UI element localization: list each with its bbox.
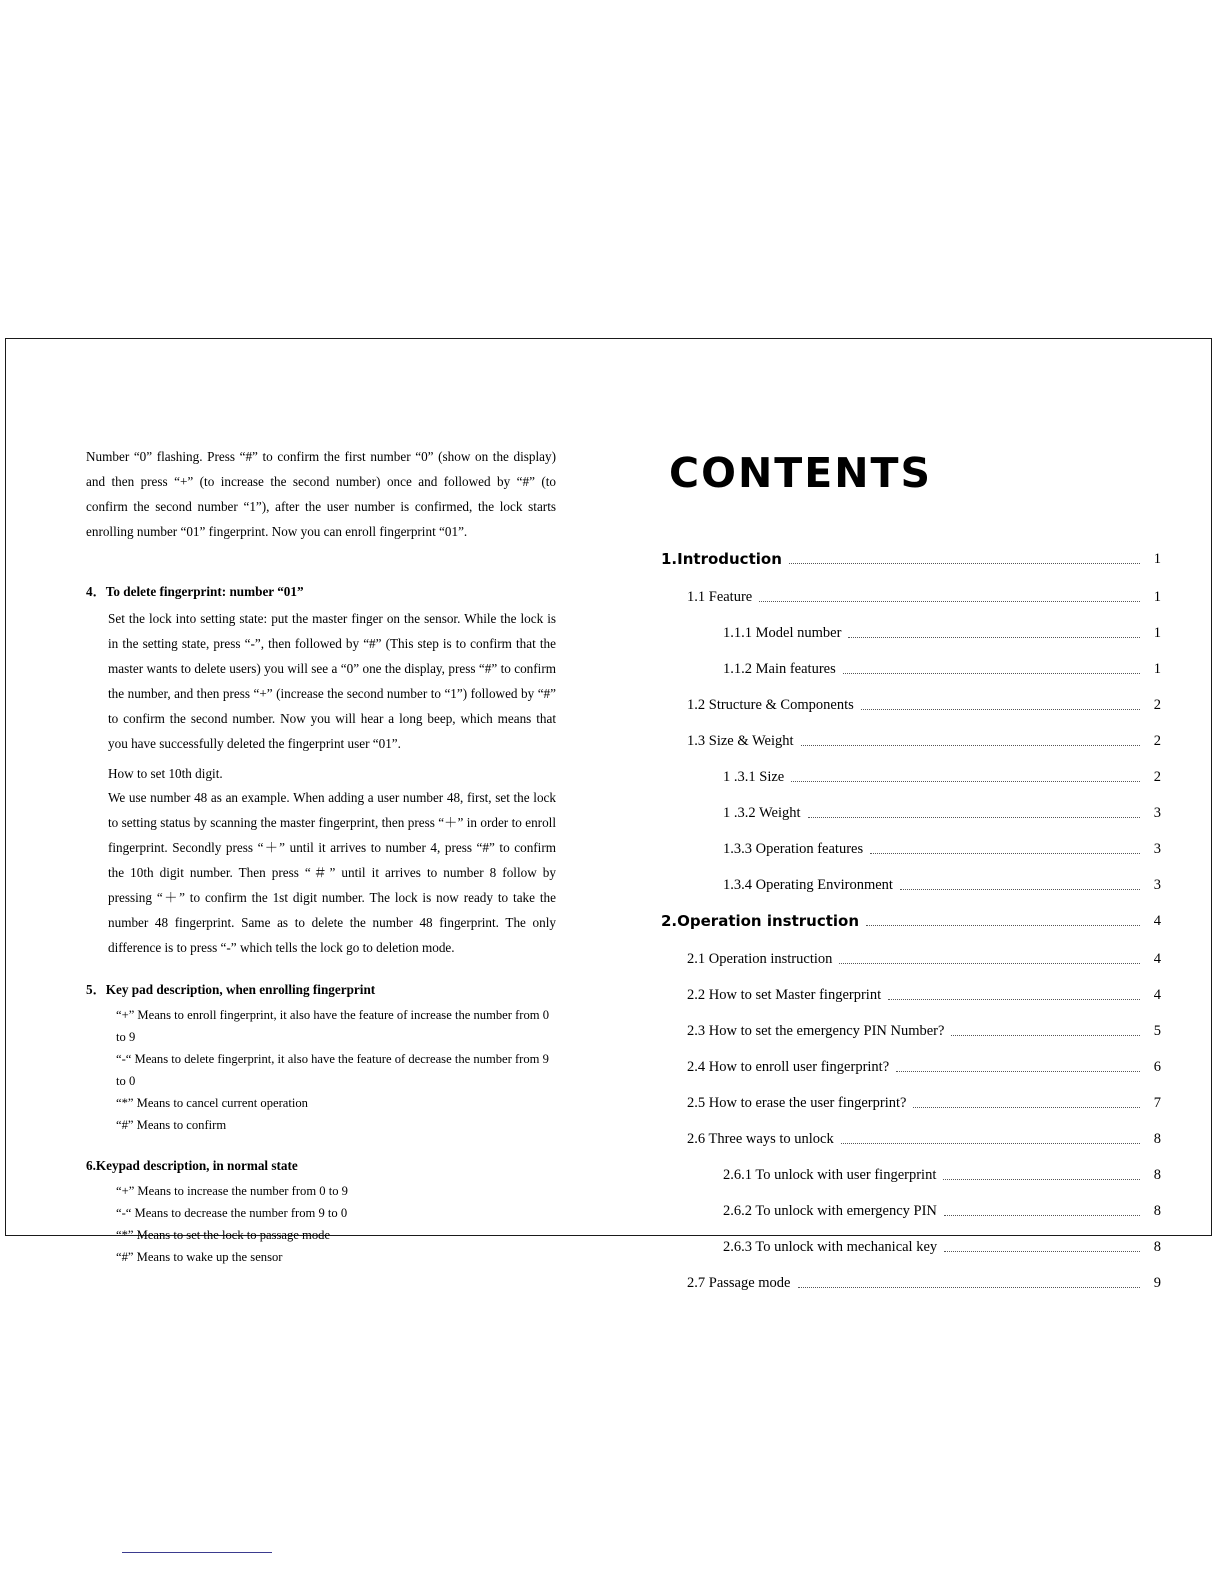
toc-leader [843,673,1140,674]
toc-label: 1.2 Structure & Components [687,697,854,713]
contents-title: CONTENTS [669,449,933,497]
toc-entry[interactable] [661,623,1161,643]
toc-leader [896,1071,1140,1072]
toc-leader [841,1143,1140,1144]
toc-leader [808,817,1140,818]
toc-leader [848,637,1140,638]
toc-page: 2 [1153,697,1161,713]
toc-label: 2.Operation instruction [661,912,860,930]
toc-page: 1 [1153,589,1161,605]
section-4-extra-line: How to set 10th digit. [108,766,223,781]
section-4-body-2: We use number 48 as an example. When adding a user number 48, first, set the lock to setting status by scanning the master fingerprint, then press “＋” in order to enroll fingerprint. Secondly press “＋” until it arrives to number 4, press “#” to confirm the 10th digit number. Then press “＃” until it arrives to number 8 follow by pressing “＋” to confirm the 1st digit number. The lock is now ready to take the number 48 fingerprint. Same as to delete the number 48 fingerprint. The only difference is to press “-” which tells the lock go to deletion mode. [108,790,556,955]
toc-page: 1 [1153,661,1161,677]
toc-leader [944,1215,1140,1216]
toc-entry[interactable] [661,803,1161,823]
section-4-body: Set the lock into setting state: put the master finger on the sensor. While the lock is in the setting state, press “-”, then followed by “#” (This step is to confirm that the master wants to delete users) you will see a “0” one the display, press “#” to confirm the number, and then press “+” (increase the second number to “1”) followed by “#” to confirm the second number. Now you will hear a long beep, which means that you have successfully deleted the fingerprint user “01”. [108,611,556,751]
toc-label: 1 .3.1 Size [723,769,785,785]
toc-label: 2.4 How to enroll user fingerprint? [687,1059,890,1075]
toc-leader [759,601,1140,602]
toc-entry[interactable] [661,839,1161,859]
toc-label: 2.2 How to set Master fingerprint [687,987,882,1003]
section-6-line-3: “*” Means to set the lock to passage mode [116,1228,331,1242]
toc-entry[interactable] [661,695,1161,715]
toc-entry[interactable] [661,875,1161,895]
toc-label: 2.3 How to set the emergency PIN Number? [687,1023,945,1039]
spacer [86,550,556,560]
toc-label: 1.3 Size & Weight [687,733,794,749]
toc-page: 3 [1153,805,1161,821]
toc-entry[interactable] [661,1129,1161,1149]
section-6-line-1: “+” Means to increase the number from 0 to 9 [116,1184,348,1198]
toc-leader [913,1107,1140,1108]
toc-leader [801,745,1141,746]
toc-leader [951,1035,1140,1036]
toc-leader [870,853,1140,854]
toc-entry[interactable] [661,985,1161,1005]
toc-label: 1.1 Feature [687,589,753,605]
toc-label: 1 .3.2 Weight [723,805,801,821]
toc-page: 1 [1153,551,1161,567]
toc-page: 2 [1153,769,1161,785]
toc-label: 1.1.2 Main features [723,661,836,677]
left-page-column [86,444,556,1268]
paragraph-enroll-intro: Number “0” flashing. Press “#” to confirm the first number “0” (show on the display) and then press “+” (to increase the second number) once and followed by “#” (to confirm the second number “1”), after the user number is confirmed, the lock starts enrolling number “01” fingerprint. Now you can enroll fingerprint “01”. [86,449,556,539]
toc-entry[interactable] [661,1201,1161,1221]
toc-entry[interactable] [661,1057,1161,1077]
toc-entry[interactable] [661,1021,1161,1041]
toc-page: 8 [1153,1203,1161,1219]
toc-leader [839,963,1140,964]
toc-page: 1 [1153,625,1161,641]
toc-page: 8 [1153,1167,1161,1183]
toc-entry[interactable] [661,659,1161,679]
toc-leader [789,563,1140,564]
toc-entry[interactable] [661,731,1161,751]
toc-entry[interactable] [661,587,1161,607]
toc-label: 2.6 Three ways to unlock [687,1131,834,1147]
toc-leader [944,1251,1140,1252]
toc-entry[interactable] [661,1093,1161,1113]
toc-page: 5 [1153,1023,1161,1039]
toc-label: 1.3.4 Operating Environment [723,877,893,893]
toc-page: 4 [1153,913,1161,929]
page-spread [6,339,1211,1291]
toc-page: 3 [1153,877,1161,893]
section-heading-5: 5．Key pad description, when enrolling fingerprint [86,982,376,997]
toc-label: 2.6.1 To unlock with user fingerprint [723,1167,937,1183]
toc-label: 2.6.3 To unlock with mechanical key [723,1239,938,1255]
right-page-column [661,449,1161,1309]
toc-label: 1.3.3 Operation features [723,841,864,857]
footer-divider [122,1552,272,1553]
toc-leader [798,1287,1141,1288]
toc-label: 2.5 How to erase the user fingerprint? [687,1095,907,1111]
section-5-line-2: “-“ Means to delete fingerprint, it also have the feature of decrease the number from 9 to 0 [116,1052,549,1088]
toc-label: 2.6.2 To unlock with emergency PIN [723,1203,937,1219]
section-5-line-3: “*” Means to cancel current operation [116,1096,308,1110]
toc-leader [900,889,1140,890]
toc-page: 6 [1153,1059,1161,1075]
toc-label: 1.Introduction [661,550,782,568]
toc-label: 1.1.1 Model number [723,625,842,641]
toc-label: 2.7 Passage mode [687,1275,791,1291]
section-5-line-4: “#” Means to confirm [116,1118,227,1132]
toc-label: 2.1 Operation instruction [687,951,833,967]
section-6-line-4: “#” Means to wake up the sensor [116,1250,283,1264]
toc-page: 4 [1153,951,1161,967]
toc-page: 9 [1153,1275,1161,1291]
toc-page: 3 [1153,841,1161,857]
table-of-contents [661,549,1161,1293]
toc-entry[interactable] [661,1273,1161,1293]
section-6-line-2: “-“ Means to decrease the number from 9 to 0 [116,1206,348,1220]
toc-page: 2 [1153,733,1161,749]
toc-page: 8 [1153,1131,1161,1147]
toc-entry[interactable] [661,549,1161,569]
toc-leader [866,925,1140,926]
document-page [5,338,1212,1291]
toc-entry[interactable] [661,767,1161,787]
toc-page: 4 [1153,987,1161,1003]
toc-page: 8 [1153,1239,1161,1255]
toc-entry[interactable] [661,1165,1161,1185]
toc-entry[interactable] [661,911,1161,931]
section-heading-6: 6.Keypad description, in normal state [86,1158,298,1173]
toc-page: 7 [1153,1095,1161,1111]
toc-entry[interactable] [661,1237,1161,1257]
section-5-line-1: “+” Means to enroll fingerprint, it also have the feature of increase the number from 0 to 9 [116,1008,550,1044]
section-heading-4: 4．To delete fingerprint: number “01” [86,584,304,599]
toc-leader [888,999,1140,1000]
toc-leader [861,709,1140,710]
toc-leader [943,1179,1140,1180]
toc-entry[interactable] [661,949,1161,969]
toc-leader [791,781,1140,782]
